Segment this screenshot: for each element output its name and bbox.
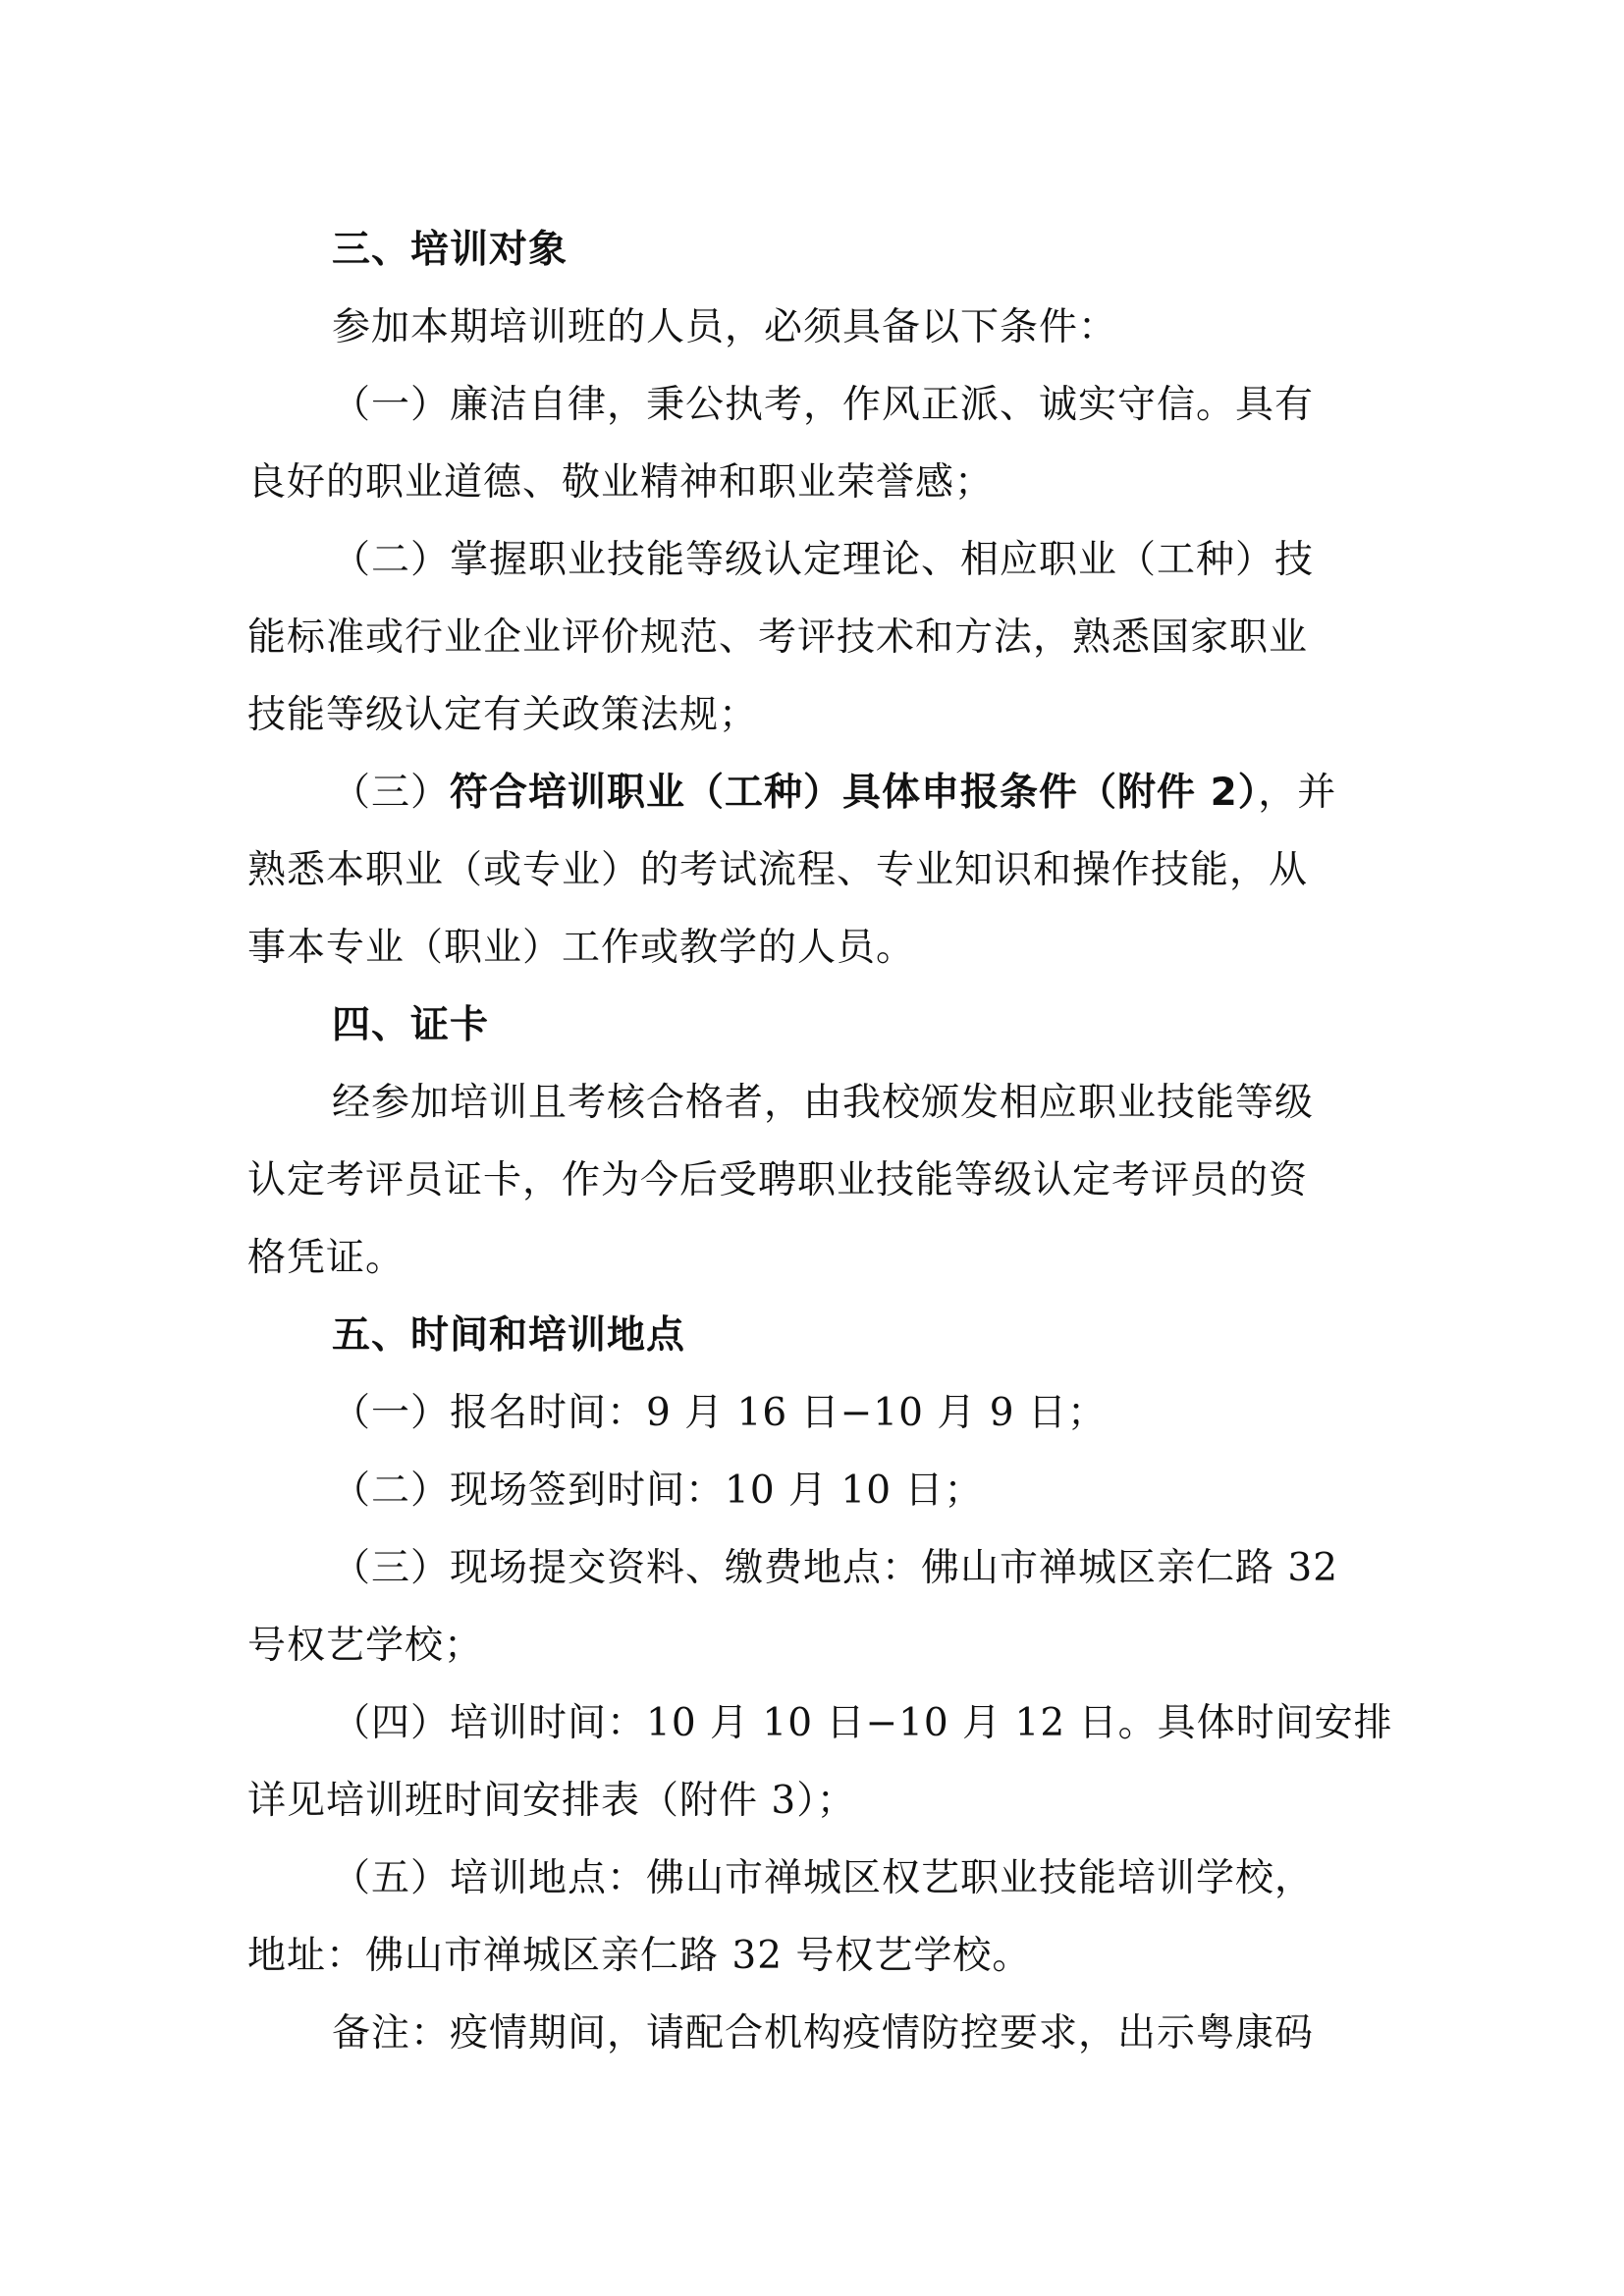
document-body [247,211,1393,2072]
section-3-item-2-line-2: 能标准或行业企业评价规范、考评技术和方法，熟悉国家职业 [247,615,1309,660]
section-3-item-2-line-3: 技能等级认定有关政策法规； [247,693,759,737]
section-3-item-3-suffix: ，并 [1258,771,1337,815]
section-4-line-1: 经参加培训且考核合格者，由我校颁发相应职业技能等级 [332,1081,1315,1125]
section-5-title: 五、时间和培训地点 [332,1313,686,1358]
section-4-line-2: 认定考评员证卡，作为今后受聘职业技能等级认定考评员的资 [247,1158,1309,1202]
section-3-item-3-line-2: 熟悉本职业（或专业）的考试流程、专业知识和操作技能，从 [247,848,1309,892]
section-3-item-1-line-1: （一）廉洁自律，秉公执考，作风正派、诚实守信。具有 [332,383,1315,427]
note-line: 备注：疫情期间，请配合机构疫情防控要求，出示粤康码 [332,2011,1315,2056]
section-3-title: 三、培训对象 [332,228,568,272]
section-3-item-3-prefix: （三） [332,771,451,815]
section-5-item-1: （一）报名时间：9 月 16 日−10 月 9 日； [332,1391,1107,1435]
section-5-item-2: （二）现场签到时间：10 月 10 日； [332,1468,984,1513]
section-5-item-3-line-1: （三）现场提交资料、缴费地点：佛山市禅城区亲仁路 32 [332,1546,1339,1590]
section-3-intro: 参加本期培训班的人员，必须具备以下条件： [332,305,1118,349]
section-5-item-4-line-2: 详见培训班时间安排表（附件 3）； [247,1779,856,1823]
section-5-item-3-line-2: 号权艺学校； [247,1624,484,1668]
section-5-item-5-line-1: （五）培训地点：佛山市禅城区权艺职业技能培训学校， [332,1856,1315,1900]
section-5-item-5-line-2: 地址：佛山市禅城区亲仁路 32 号权艺学校。 [247,1934,1032,1978]
section-3-item-3-line-1 [247,754,1386,831]
section-4-line-3: 格凭证。 [247,1236,406,1280]
section-3-item-2-line-1: （二）掌握职业技能等级认定理论、相应职业（工种）技 [332,538,1315,582]
section-4-title: 四、证卡 [332,1003,490,1047]
section-5-item-4-line-1: （四）培训时间：10 月 10 日−10 月 12 日。具体时间安排 [332,1701,1393,1745]
section-3-item-3-line-3: 事本专业（职业）工作或教学的人员。 [247,926,916,970]
section-3-item-3-bold-text: 符合培训职业（工种）具体申报条件（附件 2） [450,771,1259,815]
section-3-item-1-line-2: 良好的职业道德、敬业精神和职业荣誉感； [247,460,995,505]
